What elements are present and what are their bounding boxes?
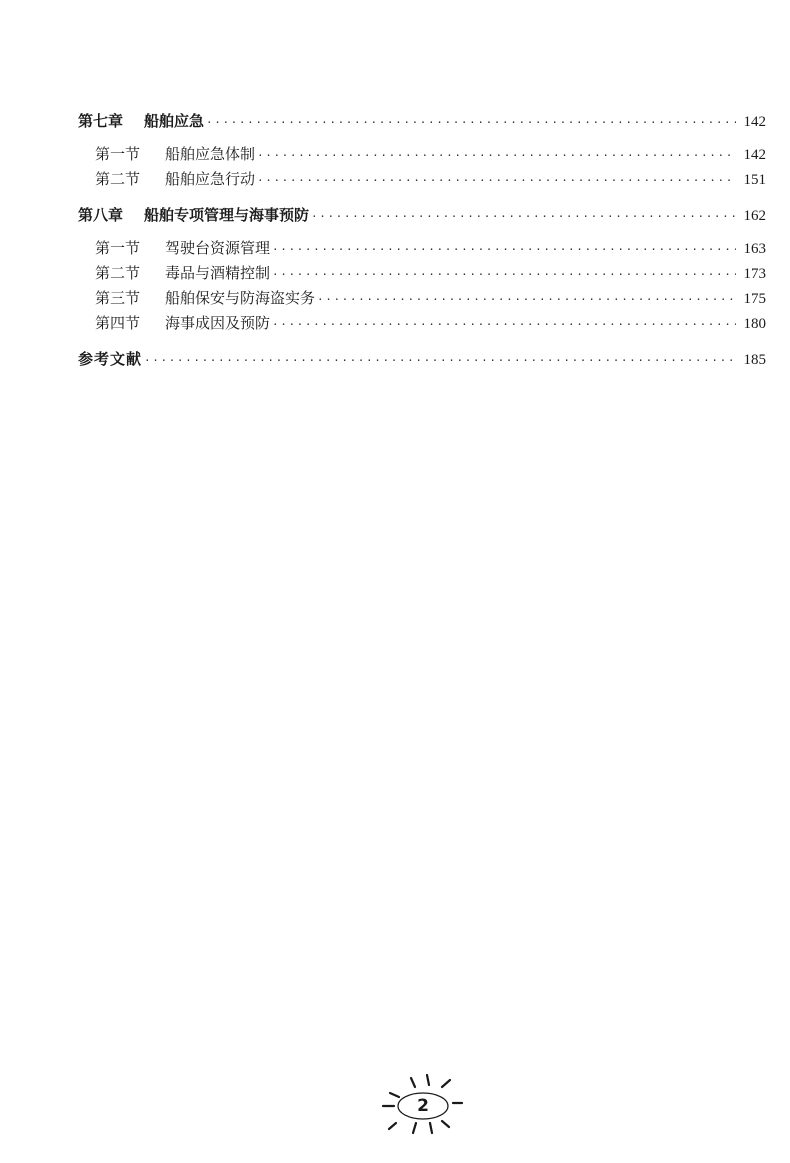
toc-section[interactable] (78, 236, 766, 261)
page-number: 175 (743, 291, 766, 307)
dot-leader (311, 204, 736, 230)
dot-leader (257, 143, 736, 168)
toc-references[interactable] (78, 346, 766, 372)
chapter-number: 第八章 (78, 206, 124, 224)
page-number: 142 (743, 114, 766, 130)
dot-leader (257, 168, 736, 193)
section-number: 第二节 (95, 264, 141, 282)
references-title: 参考文献 (78, 350, 143, 368)
dot-leader (317, 287, 736, 312)
toc-chapter-7[interactable] (78, 108, 766, 134)
section-number: 第四节 (95, 314, 141, 332)
table-of-contents (78, 108, 766, 372)
page-number: 162 (743, 208, 766, 224)
dot-leader (206, 110, 736, 136)
section-title: 船舶应急体制 (165, 145, 256, 163)
page-number: 163 (743, 241, 766, 257)
section-title: 船舶应急行动 (165, 170, 256, 188)
chapter-number: 第七章 (78, 112, 124, 130)
section-title: 船舶保安与防海盗实务 (165, 289, 316, 307)
toc-section[interactable] (78, 167, 766, 192)
page-number: 180 (743, 316, 766, 332)
toc-section[interactable] (78, 311, 766, 336)
page-number: 173 (743, 266, 766, 282)
chapter-title: 船舶专项管理与海事预防 (144, 206, 310, 224)
toc-section[interactable] (78, 142, 766, 167)
chapter-title: 船舶应急 (144, 112, 205, 130)
dot-leader (272, 262, 736, 287)
footer-page-number: 2 (417, 1096, 429, 1116)
section-title: 海事成因及预防 (165, 314, 271, 332)
toc-chapter-8[interactable] (78, 202, 766, 228)
page-number: 185 (743, 352, 766, 368)
page-number: 142 (743, 147, 766, 163)
section-title: 毒品与酒精控制 (165, 264, 271, 282)
section-title: 驾驶台资源管理 (165, 239, 271, 257)
section-number: 第三节 (95, 289, 141, 307)
dot-leader (272, 237, 736, 262)
page-number: 151 (743, 172, 766, 188)
dot-leader (272, 312, 736, 337)
toc-section[interactable] (78, 286, 766, 311)
dot-leader (144, 348, 736, 374)
section-number: 第一节 (95, 239, 141, 257)
section-number: 第一节 (95, 145, 141, 163)
page-footer (378, 1073, 468, 1153)
section-number: 第二节 (95, 170, 141, 188)
toc-section[interactable] (78, 261, 766, 286)
